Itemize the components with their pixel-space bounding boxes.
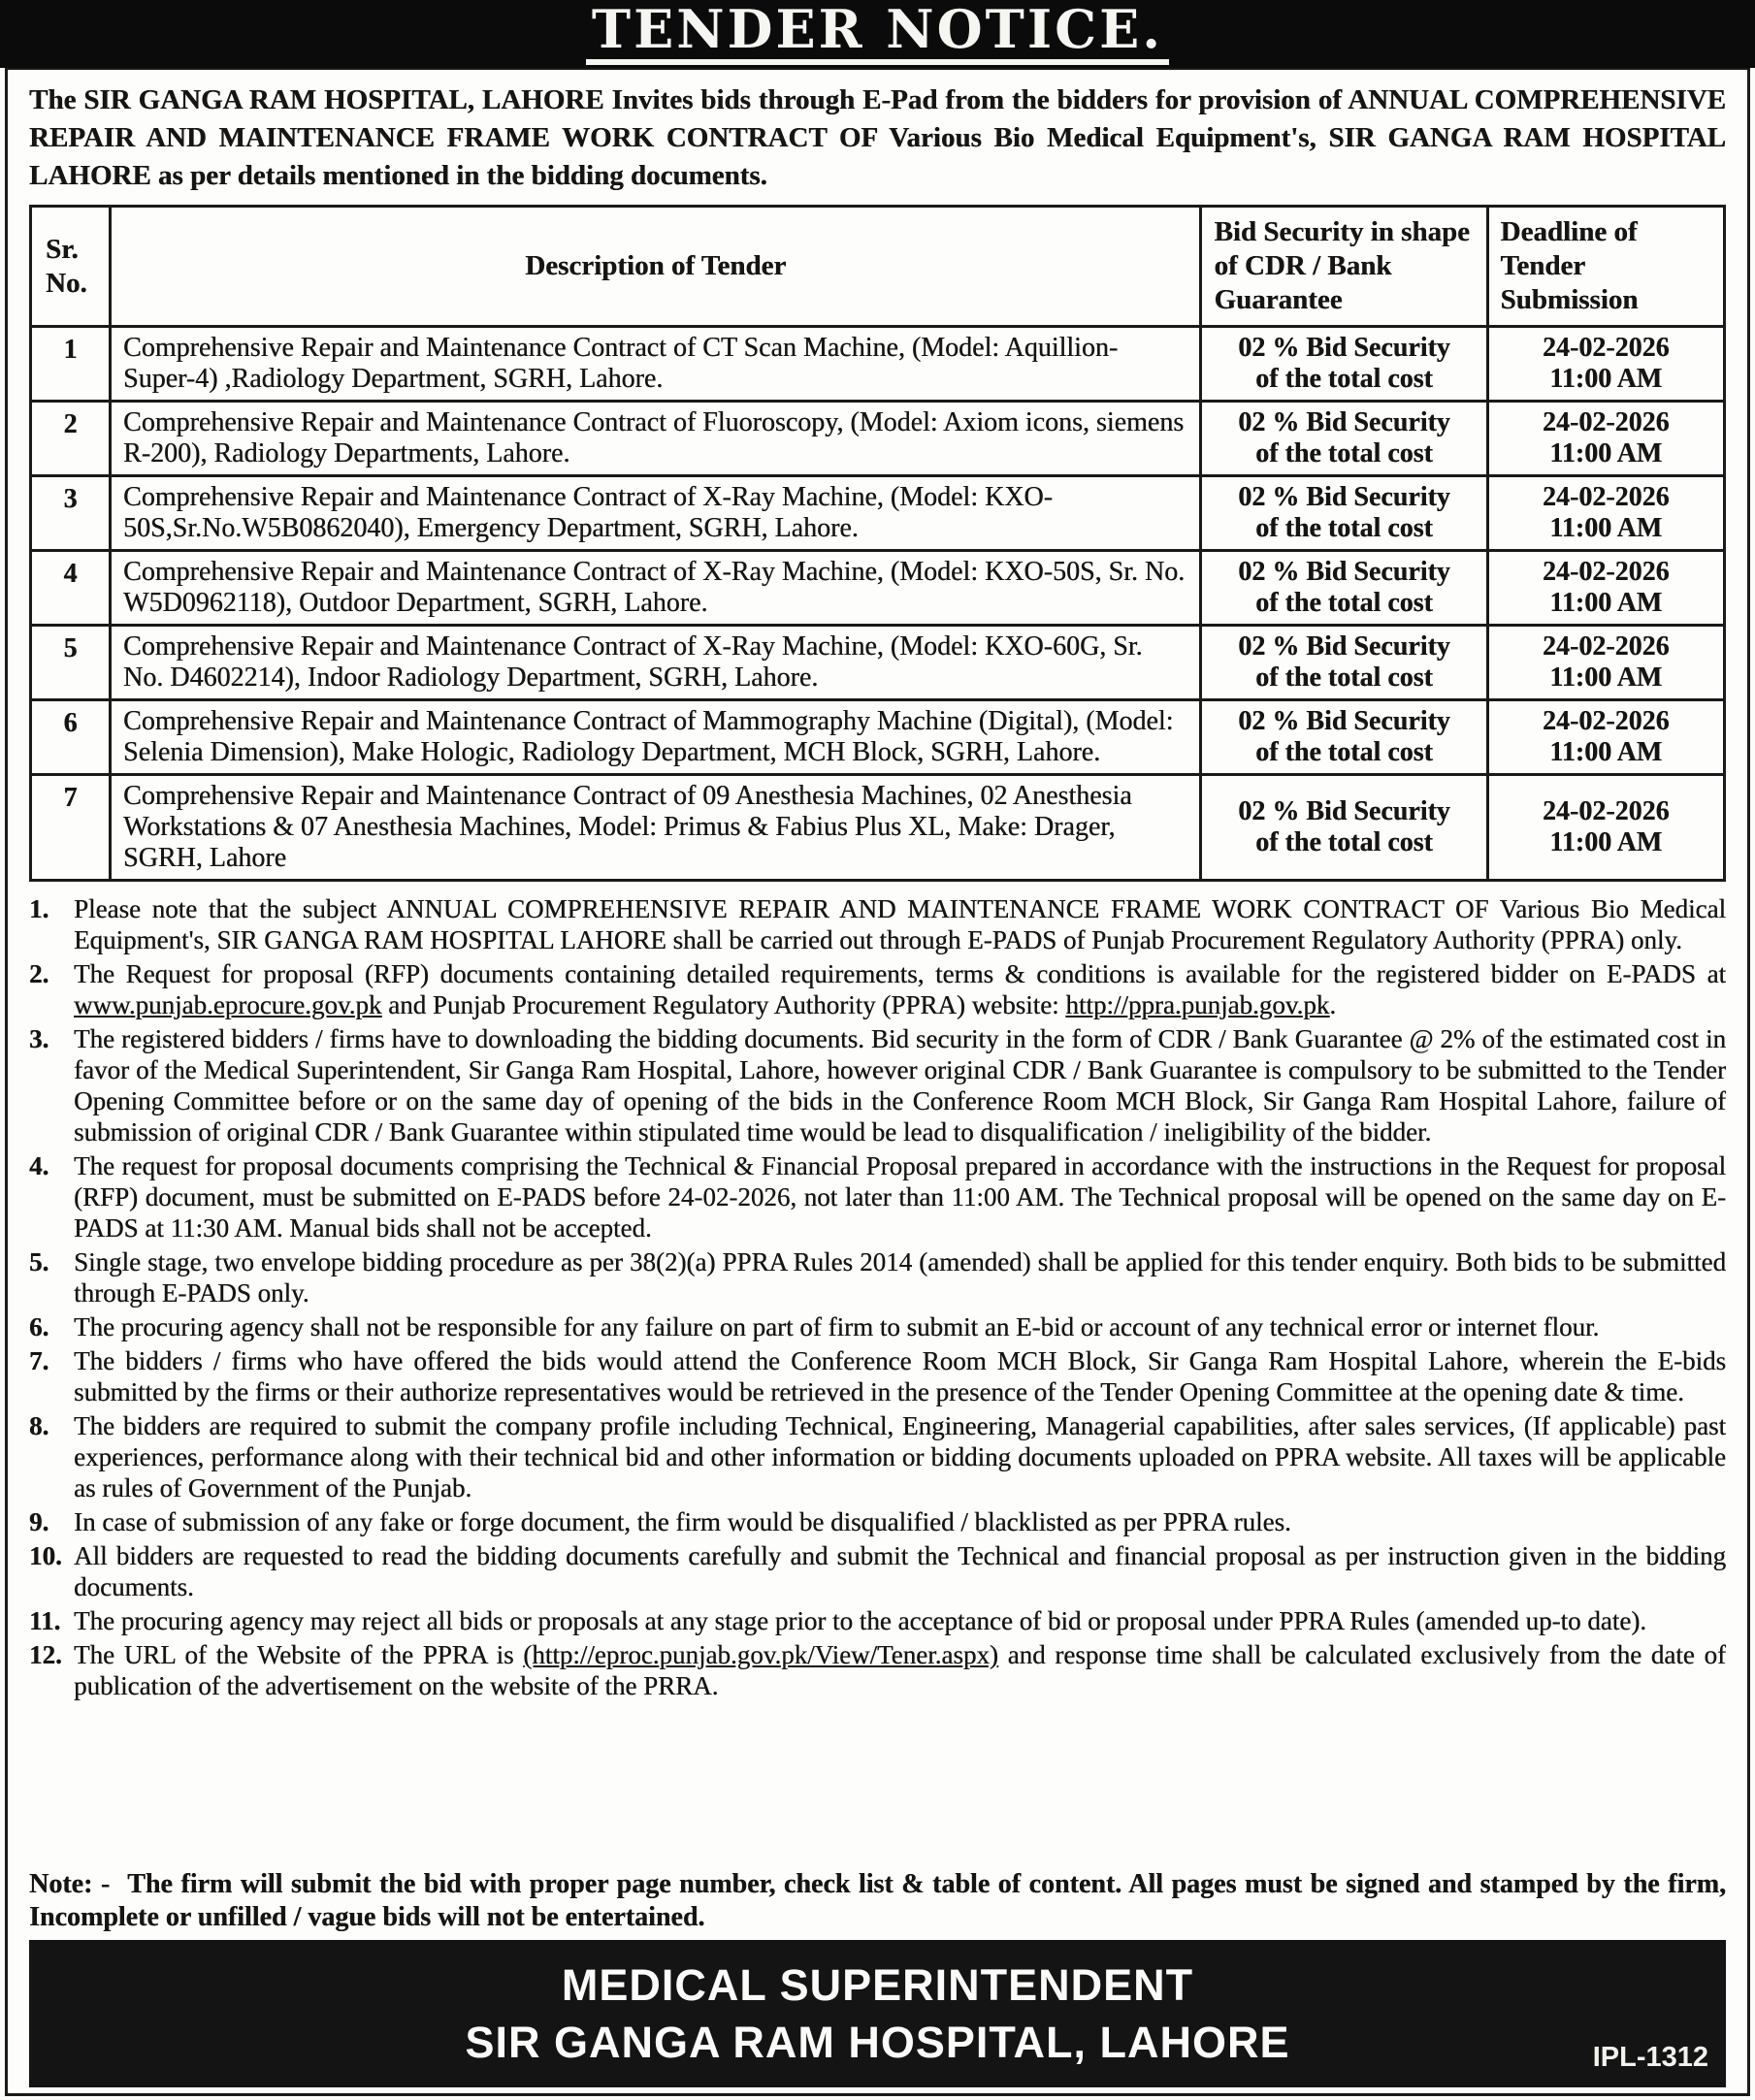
row-description: Comprehensive Repair and Maintenance Contract of X-Ray Machine, (Model: KXO-60G, Sr. No. D4602214), Indoor Radiology Department, SGRH, Lahore. bbox=[111, 626, 1201, 700]
row-bid-security: 02 % Bid Security of the total cost bbox=[1201, 402, 1487, 476]
row-sr-no: 6 bbox=[31, 700, 111, 775]
table-row bbox=[31, 551, 1725, 626]
note-number: 11. bbox=[29, 1606, 61, 1635]
row-deadline: 24-02-2026 11:00 AM bbox=[1487, 327, 1724, 402]
row-sr-no: 2 bbox=[31, 402, 111, 476]
row-description: Comprehensive Repair and Maintenance Contract of X-Ray Machine, (Model: KXO-50S, Sr. No. W5D0962118), Outdoor Department, SGRH, Lahore. bbox=[111, 551, 1201, 626]
row-bid-security: 02 % Bid Security of the total cost bbox=[1201, 551, 1487, 626]
title-band bbox=[0, 0, 1755, 68]
table-row bbox=[31, 700, 1725, 775]
note-item bbox=[29, 1246, 1726, 1308]
note-item bbox=[29, 1639, 1726, 1701]
note-number: 8. bbox=[29, 1411, 49, 1440]
note-item bbox=[29, 1150, 1726, 1244]
url-text: (http://eproc.punjab.gov.pk/View/Tener.aspx) bbox=[523, 1640, 998, 1669]
table-row bbox=[31, 775, 1725, 881]
note-text: Please note that the subject ANNUAL COMPREHENSIVE REPAIR AND MAINTENANCE FRAME WORK CONTRACT OF Various Bio Medical Equipment's, SIR GANGA RAM HOSPITAL LAHORE shall be carried out through E-PADS of Punjab Procurement Regulatory Authority (PPRA) only. bbox=[74, 894, 1726, 954]
row-description: Comprehensive Repair and Maintenance Contract of CT Scan Machine, (Model: Aquillion-Super-4) ,Radiology Department, SGRH, Lahore. bbox=[111, 327, 1201, 402]
note-item bbox=[29, 893, 1726, 955]
note-number: 4. bbox=[29, 1151, 49, 1180]
row-deadline: 24-02-2026 11:00 AM bbox=[1487, 476, 1724, 551]
tender-table bbox=[29, 205, 1726, 882]
note-text: In case of submission of any fake or forge document, the firm would be disqualified / blacklisted as per PPRA rules. bbox=[74, 1507, 1291, 1536]
note-text: All bidders are requested to read the bidding documents carefully and submit the Technical and financial proposal as per instruction given in the bidding documents. bbox=[74, 1541, 1726, 1601]
header-bid-security: Bid Security in shape of CDR / Bank Guarantee bbox=[1201, 207, 1487, 327]
header-sr-no: Sr. No. bbox=[31, 207, 111, 327]
row-deadline: 24-02-2026 11:00 AM bbox=[1487, 551, 1724, 626]
row-deadline: 24-02-2026 11:00 AM bbox=[1487, 626, 1724, 700]
note-number: 6. bbox=[29, 1312, 49, 1341]
note-text: The procuring agency shall not be responsible for any failure on part of firm to submit an E-bid or account of any technical error or internet flour. bbox=[74, 1312, 1600, 1341]
note-item bbox=[29, 1506, 1726, 1537]
table-row bbox=[31, 402, 1725, 476]
table-row bbox=[31, 626, 1725, 700]
bottom-note-text: The firm will submit the bid with proper page number, check list & table of content. All pages must be signed and stamped by the firm, Incomplete or unfilled / vague bids will not be entertained. bbox=[29, 1869, 1726, 1932]
tender-table-body bbox=[31, 327, 1725, 881]
notes-list bbox=[29, 893, 1726, 1864]
row-description: Comprehensive Repair and Maintenance Contract of X-Ray Machine, (Model: KXO-50S,Sr.No.W5B0862040), Emergency Department, SGRH, Lahore. bbox=[111, 476, 1201, 551]
url-text: http://ppra.punjab.gov.pk bbox=[1065, 990, 1330, 1019]
note-number: 10. bbox=[29, 1541, 62, 1570]
row-deadline: 24-02-2026 11:00 AM bbox=[1487, 402, 1724, 476]
note-item bbox=[29, 1311, 1726, 1342]
row-bid-security: 02 % Bid Security of the total cost bbox=[1201, 775, 1487, 881]
note-number: 5. bbox=[29, 1247, 49, 1276]
note-number: 2. bbox=[29, 959, 49, 988]
footer-organization: SIR GANGA RAM HOSPITAL, LAHORE bbox=[465, 2018, 1290, 2067]
row-sr-no: 1 bbox=[31, 327, 111, 402]
note-text: The registered bidders / firms have to downloading the bidding documents. Bid security in the form of CDR / Bank Guarantee @ 2% of the estimated cost in favor of the Medical Superintendent, Sir Ganga Ram Hospital, Lahore, however original CDR / Bank Guarantee is compulsory to be submitted to the Tender Opening Committee before or on the same day of opening of the bids in the Conference Room MCH Block, Sir Ganga Ram Hospital Lahore, failure of submission of original CDR / Bank Guarantee within stipulated time would be lead to disqualification / ineligibility of the bidder. bbox=[74, 1024, 1726, 1147]
footer-ad-ref: IPL-1312 bbox=[1592, 2042, 1708, 2073]
note-item bbox=[29, 1345, 1726, 1407]
note-text: The URL of the Website of the PPRA is (http://eproc.punjab.gov.pk/View/Tener.aspx) and response time shall be calculated exclusively from the date of publication of the advertisement on the website of the PRRA. bbox=[74, 1640, 1726, 1700]
note-item bbox=[29, 958, 1726, 1020]
row-sr-no: 5 bbox=[31, 626, 111, 700]
header-deadline: Deadline of Tender Submission bbox=[1487, 207, 1724, 327]
table-row bbox=[31, 327, 1725, 402]
row-bid-security: 02 % Bid Security of the total cost bbox=[1201, 327, 1487, 402]
row-deadline: 24-02-2026 11:00 AM bbox=[1487, 700, 1724, 775]
header-description: Description of Tender bbox=[111, 207, 1201, 327]
note-number: 1. bbox=[29, 894, 49, 923]
table-header-row bbox=[31, 207, 1725, 327]
note-number: 9. bbox=[29, 1507, 49, 1536]
url-text: www.punjab.eprocure.gov.pk bbox=[74, 990, 382, 1019]
footer-band bbox=[29, 1940, 1726, 2087]
note-text: The bidders / firms who have offered the bids would attend the Conference Room MCH Block, Sir Ganga Ram Hospital Lahore, wherein the E-bids submitted by the firms or their authorize representatives would be retrieved in the presence of the Tender Opening Committee at the opening date & time. bbox=[74, 1346, 1726, 1406]
note-text: Single stage, two envelope bidding procedure as per 38(2)(a) PPRA Rules 2014 (amended) shall be applied for this tender enquiry. Both bids to be submitted through E-PADS only. bbox=[74, 1247, 1726, 1308]
note-text: The procuring agency may reject all bids or proposals at any stage prior to the acceptance of bid or proposal under PPRA Rules (amended up-to date). bbox=[74, 1606, 1647, 1635]
table-row bbox=[31, 476, 1725, 551]
note-text: The bidders are required to submit the company profile including Technical, Engineering, Managerial capabilities, after sales services, (If applicable) past experiences, performance along with their technical bid and other information or bidding documents uploaded on PPRA website. All taxes will be applicable as rules of Government of the Punjab. bbox=[74, 1411, 1726, 1502]
row-description: Comprehensive Repair and Maintenance Contract of Fluoroscopy, (Model: Axiom icons, siemens R-200), Radiology Departments, Lahore. bbox=[111, 402, 1201, 476]
row-sr-no: 4 bbox=[31, 551, 111, 626]
footer-title: MEDICAL SUPERINTENDENT bbox=[561, 1959, 1194, 2010]
note-text: The request for proposal documents comprising the Technical & Financial Proposal prepared in accordance with the instructions in the Request for proposal (RFP) document, must be submitted on E-PADS before 24-02-2026, not later than 11:00 AM. The Technical proposal will be opened on the same day on E-PADS at 11:30 AM. Manual bids shall not be accepted. bbox=[74, 1151, 1726, 1243]
bottom-note bbox=[29, 1868, 1726, 1934]
content-frame bbox=[5, 68, 1750, 2096]
intro-paragraph: The SIR GANGA RAM HOSPITAL, LAHORE Invites bids through E-Pad from the bidders for provision of ANNUAL COMPREHENSIVE REPAIR AND MAINTENANCE FRAME WORK CONTRACT OF Various Bio Medical Equipment's, SIR GANGA RAM HOSPITAL LAHORE as per details mentioned in the bidding documents. bbox=[29, 84, 1726, 191]
note-item bbox=[29, 1410, 1726, 1503]
row-bid-security: 02 % Bid Security of the total cost bbox=[1201, 476, 1487, 551]
row-description: Comprehensive Repair and Maintenance Contract of 09 Anesthesia Machines, 02 Anesthesia Workstations & 07 Anesthesia Machines, Model: Primus & Fabius Plus XL, Make: Drager, SGRH, Lahore bbox=[111, 775, 1201, 881]
note-text: The Request for proposal (RFP) documents containing detailed requirements, terms & conditions is available for the registered bidder on E-PADS at www.punjab.eprocure.gov.pk and Punjab Procurement Regulatory Authority (PPRA) website: http://ppra.punjab.gov.pk. bbox=[74, 959, 1726, 1019]
note-item bbox=[29, 1023, 1726, 1147]
row-description: Comprehensive Repair and Maintenance Contract of Mammography Machine (Digital), (Model: Selenia Dimension), Make Hologic, Radiology Department, MCH Block, SGRH, Lahore. bbox=[111, 700, 1201, 775]
note-number: 12. bbox=[29, 1640, 62, 1669]
note-item bbox=[29, 1540, 1726, 1602]
page-title: TENDER NOTICE. bbox=[586, 3, 1169, 65]
row-deadline: 24-02-2026 11:00 AM bbox=[1487, 775, 1724, 881]
note-item bbox=[29, 1605, 1726, 1636]
row-bid-security: 02 % Bid Security of the total cost bbox=[1201, 700, 1487, 775]
row-sr-no: 7 bbox=[31, 775, 111, 881]
row-sr-no: 3 bbox=[31, 476, 111, 551]
row-bid-security: 02 % Bid Security of the total cost bbox=[1201, 626, 1487, 700]
note-number: 3. bbox=[29, 1024, 49, 1053]
note-number: 7. bbox=[29, 1346, 49, 1375]
bottom-note-label: Note: - bbox=[29, 1869, 111, 1899]
